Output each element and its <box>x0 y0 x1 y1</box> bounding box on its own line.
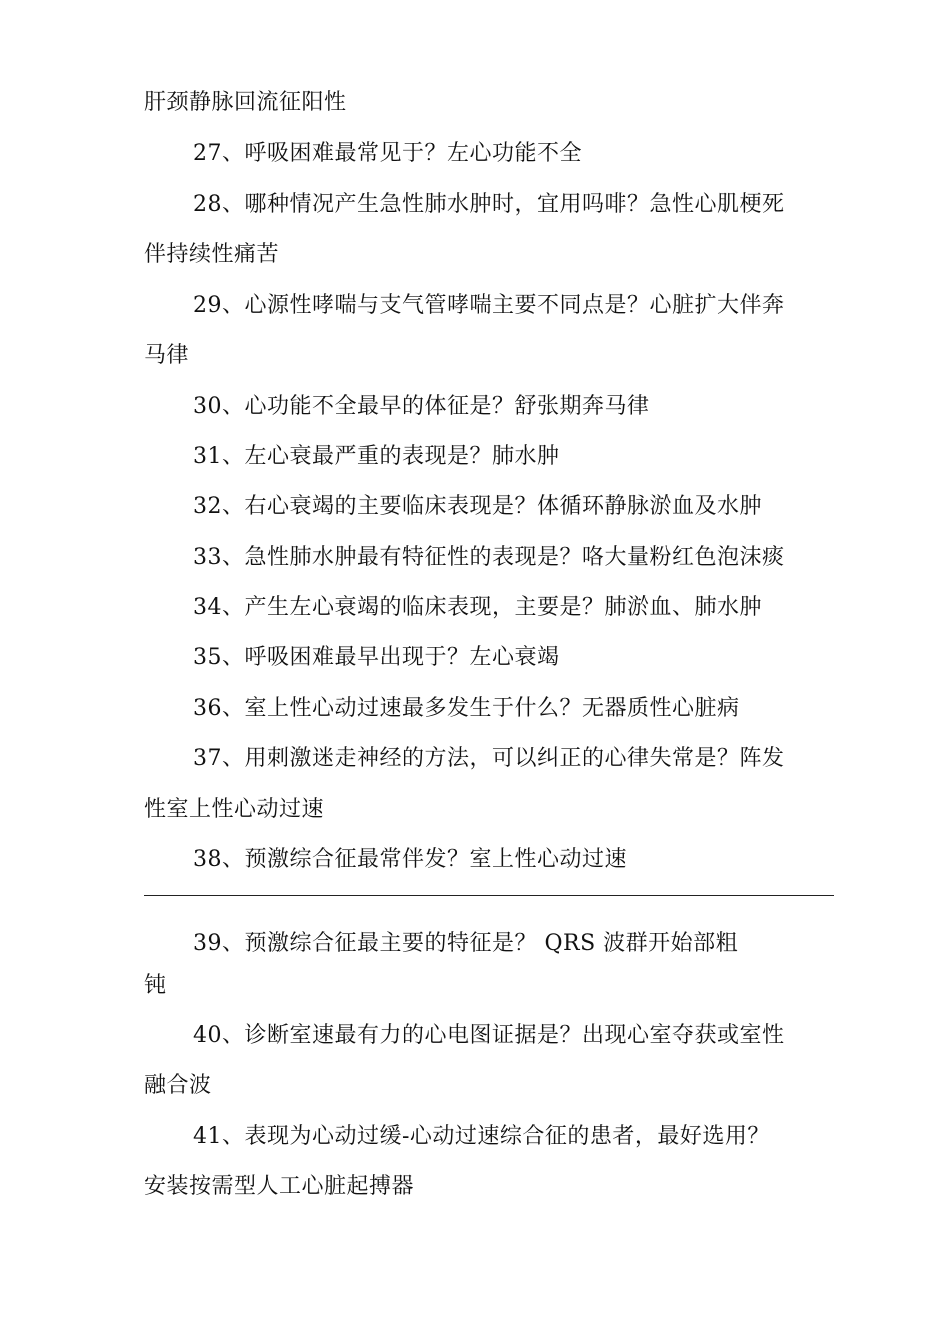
text-line: 肝颈静脉回流征阳性 <box>144 90 347 115</box>
question-37: 37、用刺激迷走神经的方法，可以纠正的心律失常是？阵发 <box>193 746 785 771</box>
question-29-continued: 马律 <box>144 343 190 368</box>
question-28-continued: 伴持续性痛苦 <box>144 242 280 267</box>
question-36: 36、室上性心动过速最多发生于什么？无器质性心脏病 <box>193 696 740 721</box>
question-41: 41、表现为心动过缓-心动过速综合征的患者，最好选用？ <box>193 1124 770 1149</box>
page-divider <box>144 895 834 896</box>
question-40-continued: 融合波 <box>144 1073 212 1098</box>
question-28: 28、哪种情况产生急性肺水肿时，宜用吗啡？急性心肌梗死 <box>193 192 785 217</box>
question-33: 33、急性肺水肿最有特征性的表现是？咯大量粉红色泡沫痰 <box>193 545 785 570</box>
question-38: 38、预激综合征最常伴发？室上性心动过速 <box>193 847 627 872</box>
question-40: 40、诊断室速最有力的心电图证据是？出现心室夺获或室性 <box>193 1023 785 1048</box>
question-35: 35、呼吸困难最早出现于？左心衰竭 <box>193 645 560 670</box>
question-39-continued: 钝 <box>144 973 167 998</box>
question-41-continued: 安装按需型人工心脏起搏器 <box>144 1174 415 1199</box>
question-29: 29、心源性哮喘与支气管哮喘主要不同点是？心脏扩大伴奔 <box>193 293 785 318</box>
question-39: 39、预激综合征最主要的特征是？ QRS 波群开始部粗 <box>193 931 739 956</box>
question-27: 27、呼吸困难最常见于？左心功能不全 <box>193 141 582 166</box>
question-30: 30、心功能不全最早的体征是？舒张期奔马律 <box>193 394 650 419</box>
question-31: 31、左心衰最严重的表现是？肺水肿 <box>193 444 560 469</box>
question-32: 32、右心衰竭的主要临床表现是？体循环静脉淤血及水肿 <box>193 494 762 519</box>
question-37-continued: 性室上性心动过速 <box>144 797 325 822</box>
question-34: 34、产生左心衰竭的临床表现，主要是？肺淤血、肺水肿 <box>193 595 762 620</box>
